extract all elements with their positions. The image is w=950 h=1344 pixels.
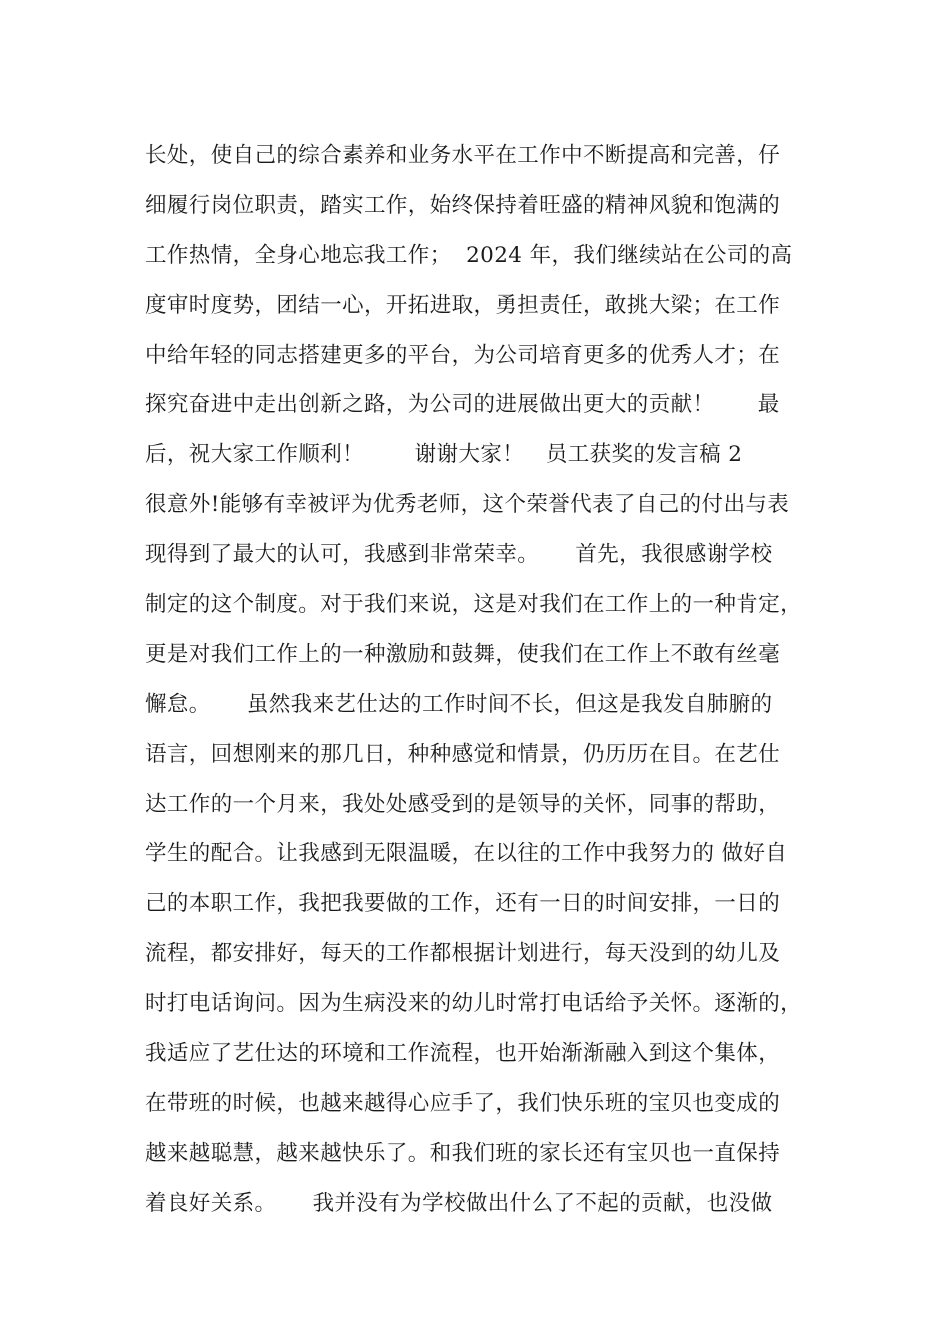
text-line: 我适应了艺仕达的环境和工作流程，也开始渐渐融入到这个集体，	[145, 1041, 781, 1067]
text-line: 后，祝大家工作顺利！ 谢谢大家！ 员工获奖的发言稿 2	[145, 442, 743, 468]
text-line: 现得到了最大的认可，我感到非常荣幸。 首先，我很感谢学校	[145, 542, 773, 568]
body-text	[145, 131, 815, 1229]
text-line: 时打电话询问。因为生病没来的幼儿时常打电话给予关怀。逐渐的，	[145, 991, 803, 1017]
text-line: 懈怠。 虽然我来艺仕达的工作时间不长，但这是我发自肺腑的	[145, 691, 773, 717]
text-line: 流程，都安排好，每天的工作都根据计划进行，每天没到的幼儿及	[145, 941, 781, 967]
text-line: 制定的这个制度。对于我们来说，这是对我们在工作上的一种肯定，	[145, 592, 803, 618]
text-line: 细履行岗位职责，踏实工作，始终保持着旺盛的精神风貌和饱满的	[145, 192, 781, 218]
text-line: 达工作的一个月来，我处处感受到的是领导的关怀，同事的帮助，	[145, 791, 781, 817]
text-line: 越来越聪慧，越来越快乐了。和我们班的家长还有宝贝也一直保持	[145, 1140, 781, 1166]
text-line: 语言，回想刚来的那几日，种种感觉和情景，仍历历在目。在艺仕	[145, 741, 781, 767]
text-line: 探究奋进中走出创新之路，为公司的进展做出更大的贡献！ 最	[145, 392, 780, 418]
text-line: 工作热情，全身心地忘我工作； 2024 年，我们继续站在公司的高	[145, 242, 793, 268]
text-line: 己的本职工作，我把我要做的工作，还有一日的时间安排，一日的	[145, 891, 781, 917]
text-line: 着良好关系。 我并没有为学校做出什么了不起的贡献，也没做	[145, 1190, 773, 1216]
text-line: 更是对我们工作上的一种激励和鼓舞，使我们在工作上不敢有丝毫	[145, 641, 781, 667]
text-line: 学生的配合。让我感到无限温暖，在以往的工作中我努力的 做好自	[145, 841, 788, 867]
text-line: 在带班的时候，也越来越得心应手了，我们快乐班的宝贝也变成的	[145, 1090, 781, 1116]
text-line: 度审时度势，团结一心，开拓进取，勇担责任，敢挑大梁；在工作	[145, 292, 781, 318]
text-line: 很意外!能够有幸被评为优秀老师，这个荣誉代表了自己的付出与表	[145, 492, 790, 518]
text-line: 中给年轻的同志搭建更多的平台，为公司培育更多的优秀人才；在	[145, 342, 781, 368]
text-line: 长处，使自己的综合素养和业务水平在工作中不断提高和完善，仔	[145, 143, 781, 168]
